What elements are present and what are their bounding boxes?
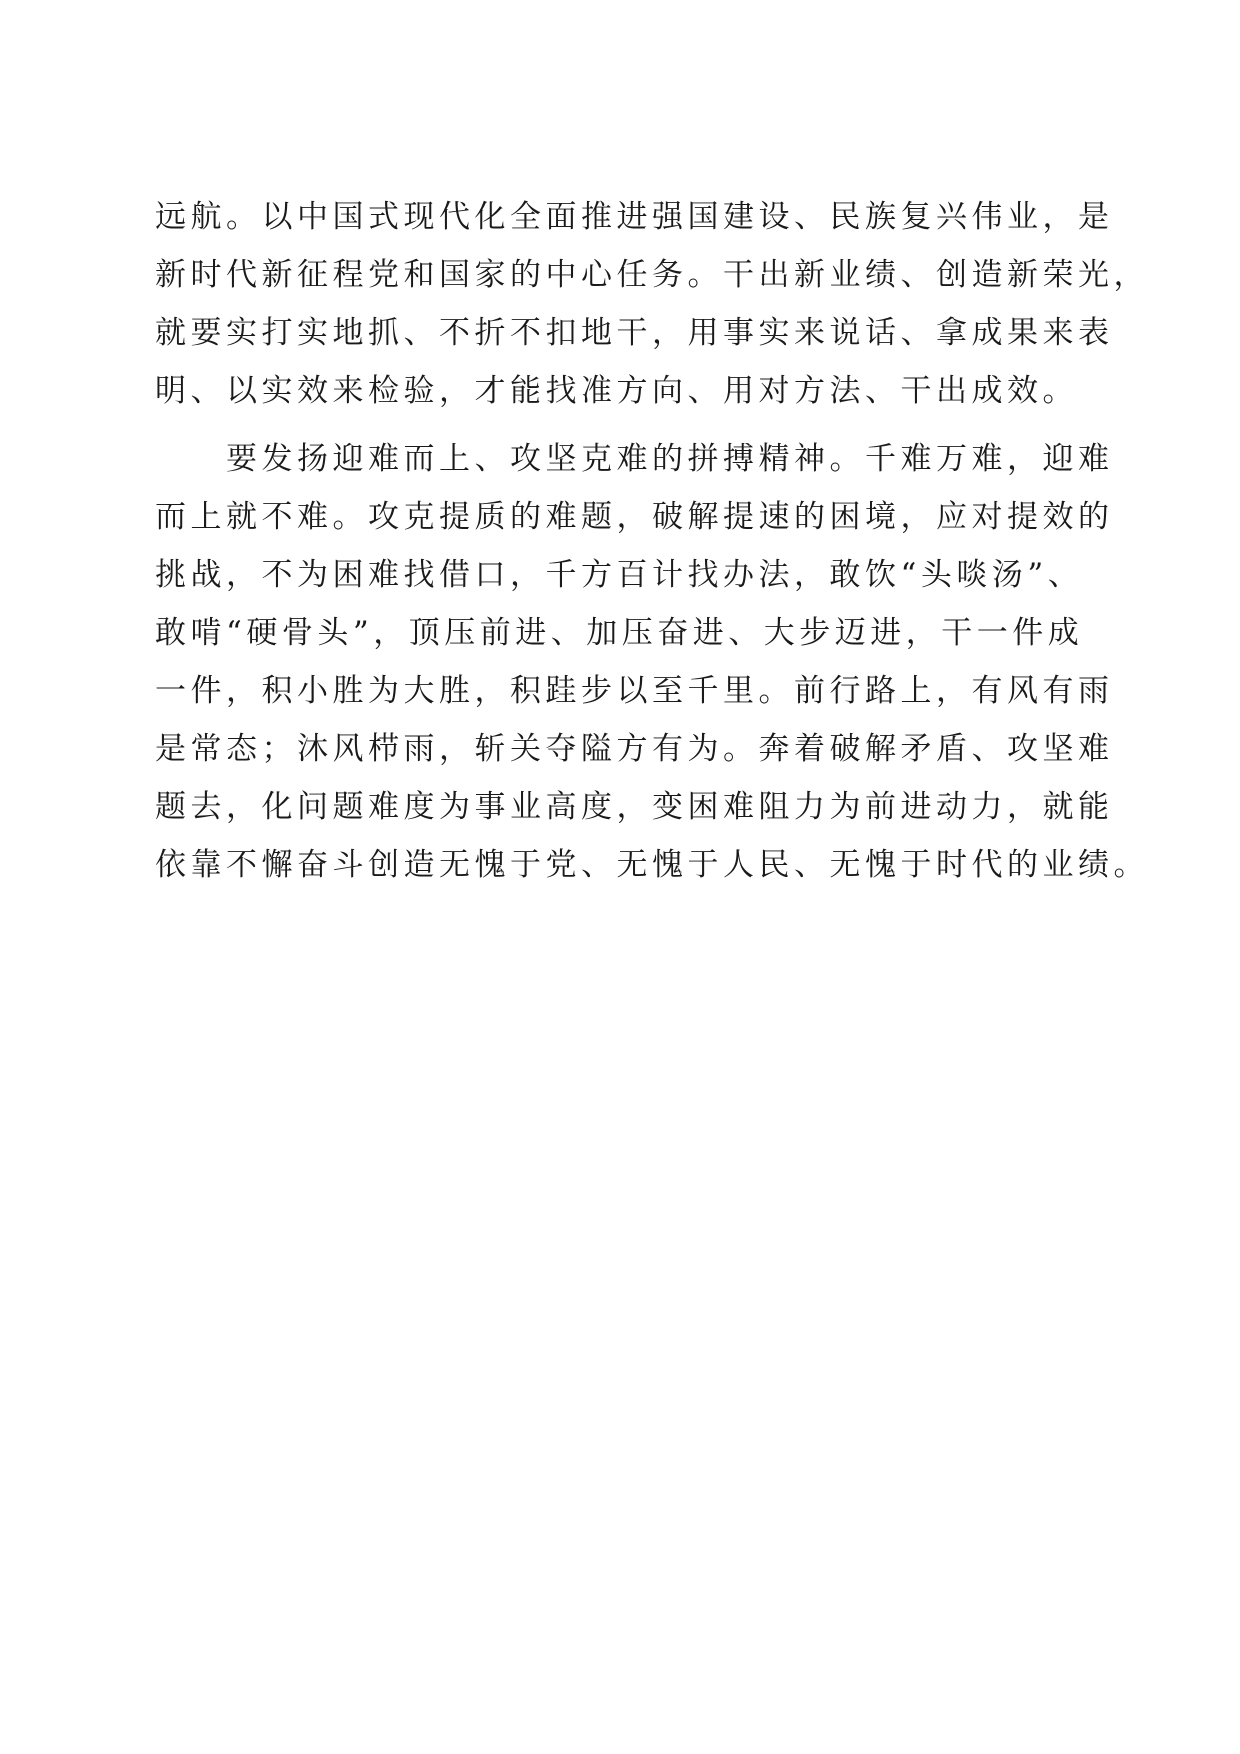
text-line: 一件，积小胜为大胜，积跬步以至千里。前行路上，有风有雨 [155,673,1114,709]
text-line: 要发扬迎难而上、攻坚克难的拼搏精神。千难万难，迎难 [155,441,1114,477]
text-line: 明、以实效来检验，才能找准方向、用对方法、干出成效。 [155,373,1078,409]
paragraph-2 [155,430,1149,894]
text-line: 挑战，不为困难找借口，千方百计找办法，敢饮“头啖汤”、 [155,557,1084,593]
text-line: 敢啃“硬骨头”，顶压前进、加压奋进、大步迈进，干一件成 [155,615,1084,651]
text-line: 题去，化问题难度为事业高度，变困难阻力为前进动力，就能 [155,789,1114,825]
text-line: 就要实打实地抓、不折不扣地干，用事实来说话、拿成果来表 [155,315,1114,351]
body-text [155,188,1149,894]
text-line: 依靠不懈奋斗创造无愧于党、无愧于人民、无愧于时代的业绩。 [155,847,1149,883]
text-line: 新时代新征程党和国家的中心任务。干出新业绩、创造新荣光， [155,257,1149,293]
text-line: 远航。以中国式现代化全面推进强国建设、民族复兴伟业，是 [155,199,1114,235]
text-line: 是常态；沐风栉雨，斩关夺隘方有为。奔着破解矛盾、攻坚难 [155,731,1114,767]
text-line: 而上就不难。攻克提质的难题，破解提速的困境，应对提效的 [155,499,1114,535]
paragraph-1 [155,188,1149,420]
paragraph-spacer [155,420,1095,430]
